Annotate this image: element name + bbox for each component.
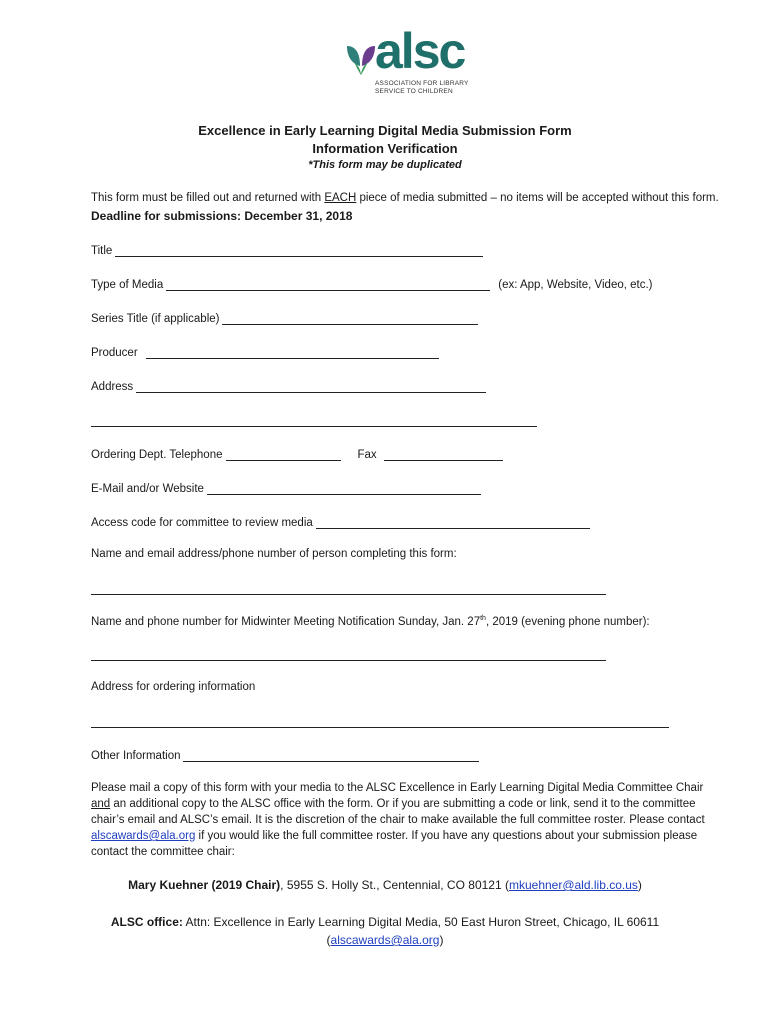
form-subtitle: Information Verification xyxy=(312,141,458,156)
midwinter-label-row xyxy=(91,615,653,628)
address-input-line[interactable] xyxy=(136,380,486,393)
midwinter-field[interactable] xyxy=(91,648,606,661)
midwinter-label xyxy=(91,615,650,628)
office-label: ALSC office: xyxy=(110,915,183,929)
ordering-address-label-row xyxy=(91,681,258,693)
ordering-phone-input-line[interactable] xyxy=(226,448,341,461)
name-email-input-line[interactable] xyxy=(91,582,606,595)
other-info-input-line[interactable] xyxy=(183,749,479,762)
producer-label: Producer xyxy=(91,347,138,359)
chair-contact xyxy=(0,878,770,892)
office-address: Attn: Excellence in Early Learning Digital Media, 50 East Huron Street, Chicago, IL 60611 xyxy=(182,915,660,929)
address-label: Address xyxy=(91,381,134,393)
logo-tagline-line1: ASSOCIATION FOR LIBRARY xyxy=(375,80,469,87)
logo-tagline-line2: SERVICE TO CHILDREN xyxy=(375,88,453,95)
fax-input-line[interactable] xyxy=(384,448,503,461)
instructions-and: and xyxy=(91,798,111,810)
other-info-label: Other Information xyxy=(91,750,181,762)
type-of-media-label: Type of Media xyxy=(91,279,164,291)
chair-close: ) xyxy=(637,878,642,892)
address-line-2[interactable] xyxy=(91,414,537,427)
ordering-address-input-line[interactable] xyxy=(91,715,669,728)
email-web-label: E-Mail and/or Website xyxy=(91,483,204,495)
title-field[interactable] xyxy=(91,244,483,257)
title-label: Title xyxy=(91,245,113,257)
intro-each: EACH xyxy=(324,192,357,204)
intro-text xyxy=(91,192,719,204)
type-of-media-hint: (ex: App, Website, Video, etc.) xyxy=(498,279,653,291)
ordering-phone-label: Ordering Dept. Telephone xyxy=(91,449,223,461)
email-web-input-line[interactable] xyxy=(207,482,481,495)
duplicate-note: *This form may be duplicated xyxy=(308,159,462,171)
series-title-field[interactable] xyxy=(91,312,478,325)
title-input-line[interactable] xyxy=(115,244,483,257)
access-code-field[interactable] xyxy=(91,516,590,529)
series-title-label: Series Title (if applicable) xyxy=(91,313,220,325)
logo-tagline xyxy=(375,80,475,96)
midwinter-input-line[interactable] xyxy=(91,648,606,661)
intro-before: This form must be filled out and returned with xyxy=(91,192,325,204)
series-title-input-line[interactable] xyxy=(222,312,478,325)
logo-wordmark: alsc xyxy=(375,23,465,79)
midwinter-label-after: , 2019 (evening phone number): xyxy=(485,615,650,628)
name-email-label: Name and email address/phone number of person completing this form: xyxy=(91,548,457,560)
ordering-address-field[interactable] xyxy=(91,715,669,728)
instructions-part1: Please mail a copy of this form with your media to the ALSC Excellence in Early Learning Digital Media Committee Chair xyxy=(91,782,704,794)
intro-after: piece of media submitted – no items will be accepted without this form. xyxy=(356,192,719,204)
type-of-media-input-line[interactable] xyxy=(166,278,490,291)
instructions-part3: if you would like the full committee roster. If you have any questions about your submission please contact the committee chair: xyxy=(91,830,698,858)
deadline-text: Deadline for submissions: December 31, 2018 xyxy=(91,209,353,223)
address-input-line-2[interactable] xyxy=(91,414,537,427)
name-email-label-row xyxy=(91,548,460,560)
email-web-field[interactable] xyxy=(91,482,481,495)
office-open: ( xyxy=(326,933,331,947)
instructions-paragraph xyxy=(91,780,716,860)
chair-address: , 5955 S. Holly St., Centennial, CO 80121 ( xyxy=(280,878,509,892)
ordering-address-label: Address for ordering information xyxy=(91,681,256,693)
chair-email-link[interactable]: mkuehner@ald.lib.co.us xyxy=(508,878,638,892)
office-close: ) xyxy=(439,933,444,947)
ordering-phone-field[interactable] xyxy=(91,448,503,461)
office-contact xyxy=(0,915,770,929)
fax-label: Fax xyxy=(357,449,377,461)
alsc-logo xyxy=(345,23,485,106)
midwinter-label-before: Name and phone number for Midwinter Meeting Notification Sunday, Jan. 27 xyxy=(91,615,481,628)
other-info-field[interactable] xyxy=(91,749,479,762)
address-field[interactable] xyxy=(91,380,486,393)
instructions-part2: an additional copy to the ALSC office with the form. Or if you are submitting a code or link, send it to the committee chair’s email and ALSC’s email. It is the discretion of the chair to make available the full committee roster. Please contact xyxy=(91,798,705,826)
office-email-link[interactable]: alscawards@ala.org xyxy=(330,933,440,947)
midwinter-label-sup: th xyxy=(480,615,486,622)
name-email-field[interactable] xyxy=(91,582,606,595)
leaf-icon xyxy=(345,42,377,76)
access-code-label: Access code for committee to review media xyxy=(91,517,313,529)
access-code-input-line[interactable] xyxy=(316,516,590,529)
office-email-row xyxy=(0,933,770,947)
type-of-media-field[interactable] xyxy=(91,278,653,291)
chair-name: Mary Kuehner (2019 Chair) xyxy=(128,878,281,892)
producer-field[interactable] xyxy=(91,346,439,359)
form-title: Excellence in Early Learning Digital Media Submission Form xyxy=(198,123,572,138)
producer-input-line[interactable] xyxy=(146,346,439,359)
alsc-email-link[interactable]: alscawards@ala.org xyxy=(91,830,196,842)
